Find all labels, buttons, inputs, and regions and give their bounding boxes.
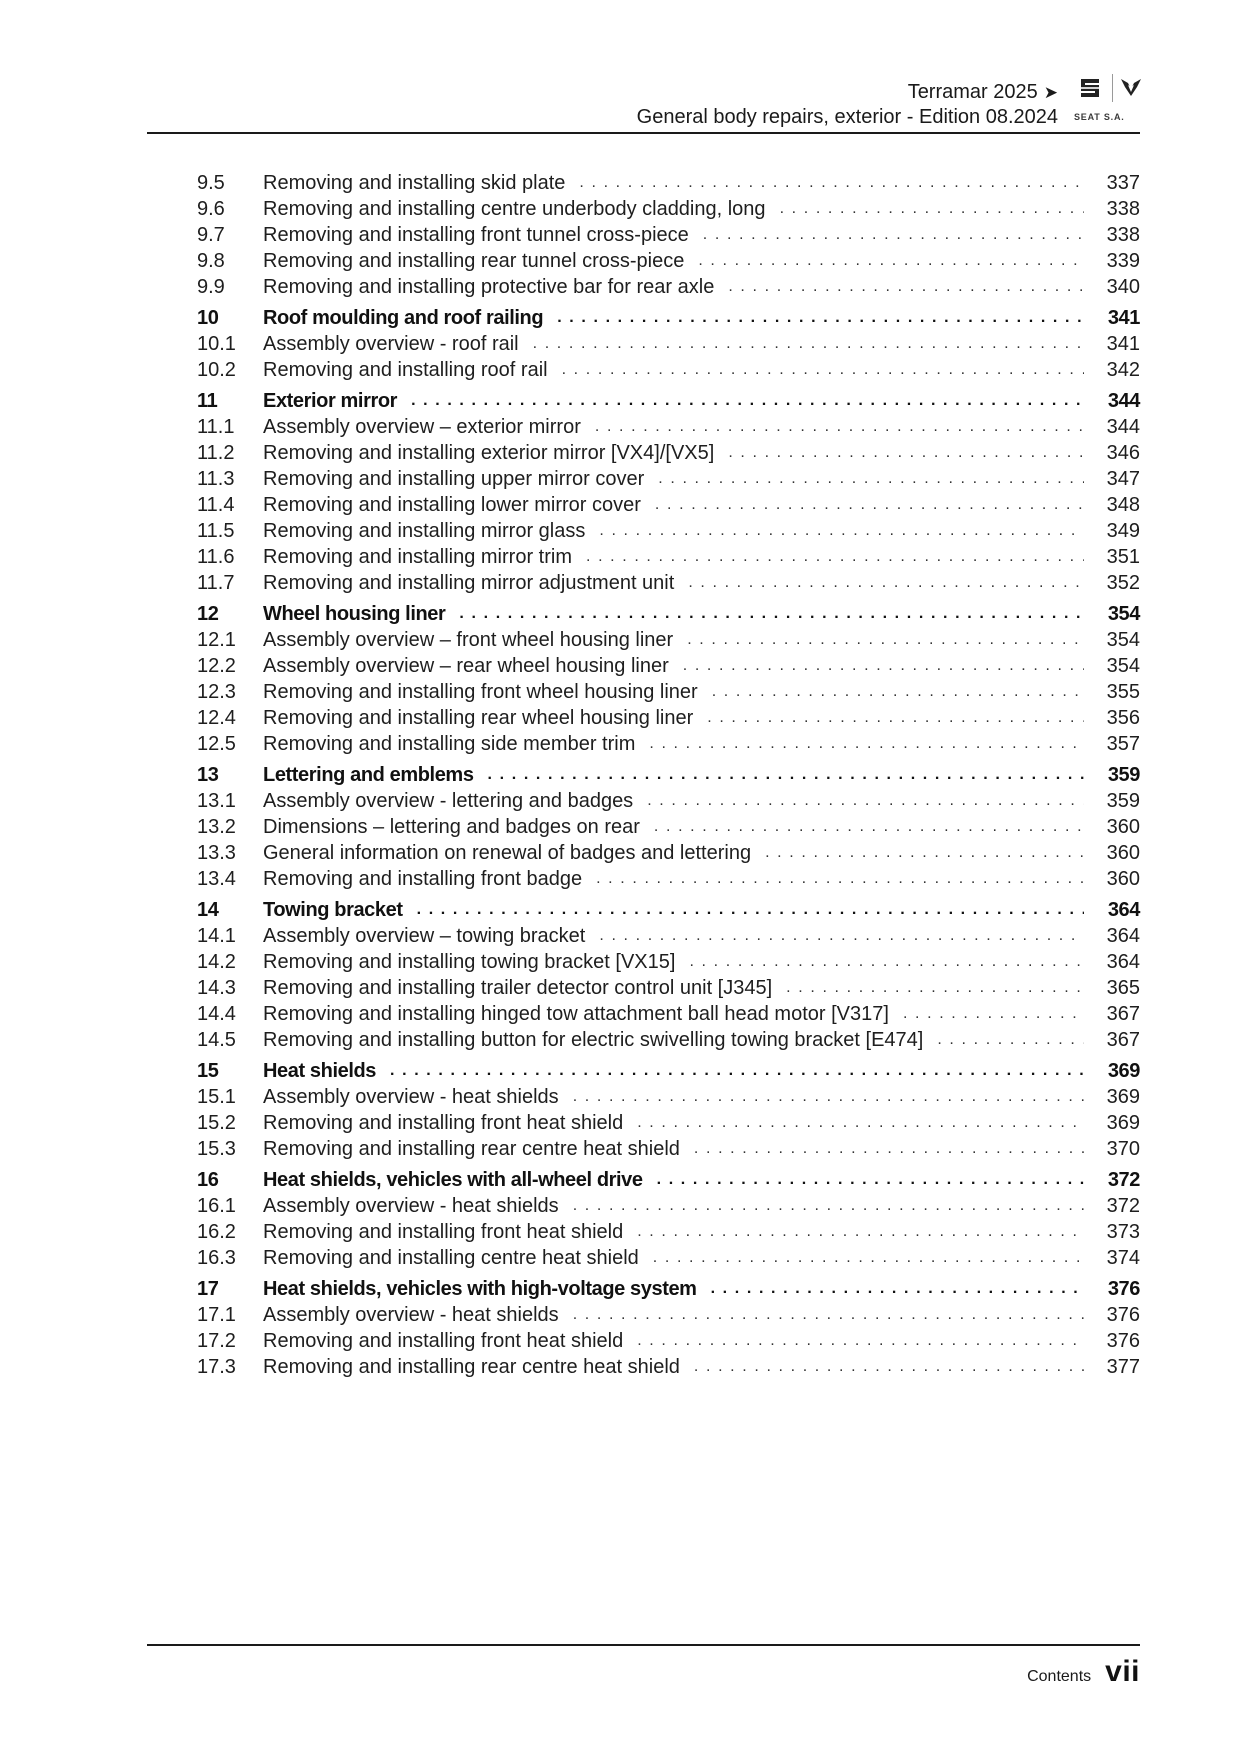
toc-entry-title[interactable]: Assembly overview – front wheel housing liner [263, 629, 674, 651]
toc-entry[interactable] [197, 248, 1140, 274]
toc-entry-page[interactable]: 341 [1107, 307, 1140, 329]
table-of-contents [197, 170, 1140, 1380]
toc-entry[interactable] [197, 357, 1140, 383]
toc-dot-leader [417, 897, 1084, 923]
toc-entry-number: 14.4 [197, 1003, 236, 1025]
toc-dot-leader [703, 222, 1084, 248]
toc-entry-page[interactable]: 372 [1107, 1169, 1140, 1191]
toc-entry-page[interactable]: 354 [1107, 603, 1140, 625]
toc-entry-number: 17.1 [197, 1304, 236, 1326]
toc-entry-number: 11.3 [197, 468, 235, 490]
toc-entry[interactable] [197, 1328, 1140, 1354]
toc-entry[interactable] [197, 1136, 1140, 1162]
toc-entry-title[interactable]: Removing and installing mirror glass [263, 520, 586, 542]
toc-dot-leader [689, 949, 1084, 975]
toc-entry-title[interactable]: Heat shields, vehicles with all-wheel drive [263, 1169, 643, 1191]
logo-divider [1112, 74, 1113, 102]
toc-entry[interactable] [197, 840, 1140, 866]
header-title-line1 [637, 80, 1058, 105]
toc-entry-number: 12.5 [197, 733, 236, 755]
toc-entry-title[interactable]: Assembly overview - roof rail [263, 333, 519, 355]
toc-entry-page[interactable]: 360 [1106, 842, 1140, 864]
toc-entry-page[interactable]: 359 [1107, 764, 1140, 786]
toc-chapter-entry[interactable] [197, 762, 1140, 788]
toc-entry-title[interactable]: Removing and installing front heat shield [263, 1330, 624, 1352]
toc-entry-number: 11.5 [197, 520, 235, 542]
toc-entry-number: 11.7 [197, 572, 235, 594]
toc-entry-page[interactable]: 377 [1106, 1356, 1140, 1378]
page-header [147, 70, 1140, 134]
toc-entry-title[interactable]: Assembly overview - heat shields [263, 1304, 559, 1326]
toc-dot-leader [694, 1354, 1084, 1380]
footer-rule [147, 1644, 1140, 1646]
toc-entry-page[interactable]: 374 [1106, 1247, 1140, 1269]
toc-dot-leader [687, 627, 1084, 653]
toc-dot-leader [698, 248, 1084, 274]
toc-dot-leader [533, 331, 1084, 357]
toc-entry-page[interactable]: 344 [1106, 416, 1140, 438]
toc-entry-title[interactable]: Removing and installing rear wheel housing liner [263, 707, 694, 729]
toc-entry-page[interactable]: 364 [1106, 925, 1140, 947]
toc-dot-leader [557, 305, 1084, 331]
cupra-logo-icon [1120, 76, 1142, 98]
toc-entry-number: 14.5 [197, 1029, 236, 1051]
toc-dot-leader [599, 923, 1084, 949]
toc-dot-leader [573, 1302, 1084, 1328]
toc-entry-title[interactable]: Assembly overview - lettering and badges [263, 790, 634, 812]
toc-entry-number: 14 [197, 899, 219, 921]
toc-entry[interactable] [197, 1193, 1140, 1219]
toc-dot-leader [586, 544, 1084, 570]
toc-entry-number: 16.3 [197, 1247, 236, 1269]
toc-entry[interactable] [197, 1245, 1140, 1271]
toc-entry[interactable] [197, 570, 1140, 596]
toc-dot-leader [683, 653, 1084, 679]
toc-entry-page[interactable]: 338 [1106, 224, 1140, 246]
toc-dot-leader [937, 1027, 1084, 1053]
toc-dot-leader [657, 1167, 1084, 1193]
toc-entry-page[interactable]: 360 [1106, 868, 1140, 890]
toc-entry-title[interactable]: Wheel housing liner [263, 603, 446, 625]
toc-entry-number: 10.2 [197, 359, 236, 381]
toc-entry-title[interactable]: Lettering and emblems [263, 764, 474, 786]
toc-entry-number: 17 [197, 1278, 219, 1300]
toc-entry-page[interactable]: 356 [1106, 707, 1140, 729]
toc-entry-page[interactable]: 376 [1107, 1278, 1140, 1300]
toc-entry[interactable] [197, 975, 1140, 1001]
toc-entry-title[interactable]: Assembly overview – exterior mirror [263, 416, 581, 438]
header-title-block [637, 80, 1058, 130]
toc-entry[interactable] [197, 1219, 1140, 1245]
toc-chapter-entry[interactable] [197, 1276, 1140, 1302]
toc-entry-number: 9.8 [197, 250, 225, 272]
toc-entry-title[interactable]: Removing and installing protective bar for rear axle [263, 276, 715, 298]
toc-entry-page[interactable]: 359 [1106, 790, 1140, 812]
toc-entry[interactable] [197, 627, 1140, 653]
toc-entry-page[interactable]: 347 [1106, 468, 1140, 490]
toc-entry[interactable] [197, 518, 1140, 544]
toc-entry-title[interactable]: Dimensions – lettering and badges on rear [263, 816, 640, 838]
toc-entry-title[interactable]: Removing and installing hinged tow attachment ball head motor [V317] [263, 1003, 889, 1025]
toc-entry-page[interactable]: 367 [1106, 1003, 1140, 1025]
toc-entry-title[interactable]: Heat shields [263, 1060, 377, 1082]
toc-entry-page[interactable]: 357 [1106, 733, 1140, 755]
toc-dot-leader [654, 814, 1084, 840]
toc-entry[interactable] [197, 1001, 1140, 1027]
toc-dot-leader [637, 1328, 1084, 1354]
toc-entry-page[interactable]: 342 [1106, 359, 1140, 381]
toc-dot-leader [596, 866, 1084, 892]
toc-entry[interactable] [197, 1084, 1140, 1110]
footer-page-number: vii [1105, 1655, 1140, 1688]
toc-entry-title[interactable]: Removing and installing front wheel housing liner [263, 681, 698, 703]
toc-entry-number: 10.1 [197, 333, 236, 355]
toc-entry-number: 15.3 [197, 1138, 236, 1160]
toc-entry[interactable] [197, 466, 1140, 492]
toc-dot-leader [658, 466, 1084, 492]
toc-entry-number: 11.1 [197, 416, 235, 438]
toc-entry-page[interactable]: 369 [1106, 1086, 1140, 1108]
toc-entry-number: 11 [197, 390, 218, 412]
toc-entry-page[interactable]: 367 [1106, 1029, 1140, 1051]
toc-dot-leader [488, 762, 1084, 788]
toc-entry-page[interactable]: 372 [1106, 1195, 1140, 1217]
arrow-right-icon: ➤ [1043, 83, 1058, 102]
toc-entry[interactable] [197, 1110, 1140, 1136]
logo-caption: SEAT S.A. [1074, 112, 1125, 122]
toc-entry-title[interactable]: Assembly overview - heat shields [263, 1086, 559, 1108]
toc-entry-number: 16.1 [197, 1195, 236, 1217]
page-footer [1027, 1655, 1140, 1689]
toc-entry-title[interactable]: Removing and installing side member trim [263, 733, 636, 755]
toc-entry-page[interactable]: 369 [1106, 1112, 1140, 1134]
toc-entry-page[interactable]: 355 [1106, 681, 1140, 703]
toc-chapter-entry[interactable] [197, 1167, 1140, 1193]
toc-dot-leader [712, 679, 1084, 705]
toc-entry-page[interactable]: 348 [1106, 494, 1140, 516]
toc-entry-number: 16 [197, 1169, 219, 1191]
toc-entry[interactable] [197, 788, 1140, 814]
toc-chapter-entry[interactable] [197, 601, 1140, 627]
toc-entry-title[interactable]: General information on renewal of badges and lettering [263, 842, 752, 864]
toc-entry[interactable] [197, 170, 1140, 196]
toc-entry-title[interactable]: Towing bracket [263, 899, 403, 921]
toc-entry-title[interactable]: Removing and installing skid plate [263, 172, 566, 194]
toc-entry-title[interactable]: Removing and installing centre underbody cladding, long [263, 198, 766, 220]
toc-entry[interactable] [197, 1302, 1140, 1328]
toc-entry-number: 12.2 [197, 655, 236, 677]
toc-dot-leader [579, 170, 1084, 196]
toc-entry-page[interactable]: 346 [1106, 442, 1140, 464]
toc-entry-title[interactable]: Removing and installing front badge [263, 868, 583, 890]
toc-entry[interactable] [197, 923, 1140, 949]
toc-chapter-entry[interactable] [197, 897, 1140, 923]
toc-entry[interactable] [197, 949, 1140, 975]
toc-entry-number: 13.3 [197, 842, 236, 864]
toc-dot-leader [780, 196, 1084, 222]
toc-entry-number: 15.1 [197, 1086, 236, 1108]
brand-logo [1070, 74, 1140, 128]
header-rule [147, 132, 1140, 134]
toc-entry-title[interactable]: Removing and installing mirror adjustment unit [263, 572, 675, 594]
toc-entry-number: 9.6 [197, 198, 225, 220]
toc-entry[interactable] [197, 814, 1140, 840]
toc-entry-number: 15.2 [197, 1112, 236, 1134]
toc-entry-page[interactable]: 370 [1106, 1138, 1140, 1160]
toc-chapter-entry[interactable] [197, 1058, 1140, 1084]
toc-dot-leader [573, 1193, 1084, 1219]
toc-entry-title[interactable]: Removing and installing rear centre heat shield [263, 1356, 680, 1378]
toc-entry-title[interactable]: Removing and installing lower mirror cover [263, 494, 641, 516]
toc-entry-page[interactable]: 364 [1107, 899, 1140, 921]
toc-entry-number: 15 [197, 1060, 219, 1082]
toc-entry[interactable] [197, 331, 1140, 357]
toc-entry[interactable] [197, 653, 1140, 679]
toc-dot-leader [711, 1276, 1084, 1302]
toc-entry-title[interactable]: Assembly overview – rear wheel housing liner [263, 655, 669, 677]
toc-entry-title[interactable]: Heat shields, vehicles with high-voltage system [263, 1278, 697, 1300]
toc-entry-number: 14.2 [197, 951, 236, 973]
toc-entry-page[interactable]: 354 [1106, 629, 1140, 651]
toc-entry-page[interactable]: 340 [1106, 276, 1140, 298]
toc-entry-number: 11.4 [197, 494, 235, 516]
toc-dot-leader [411, 388, 1084, 414]
toc-entry-number: 9.7 [197, 224, 225, 246]
toc-chapter-entry[interactable] [197, 388, 1140, 414]
toc-entry[interactable] [197, 414, 1140, 440]
toc-entry-page[interactable]: 369 [1107, 1060, 1140, 1082]
toc-entry-page[interactable]: 337 [1106, 172, 1140, 194]
toc-dot-leader [637, 1110, 1084, 1136]
toc-entry-title[interactable]: Removing and installing rear centre heat shield [263, 1138, 680, 1160]
toc-entry-number: 17.3 [197, 1356, 236, 1378]
toc-entry-title[interactable]: Removing and installing centre heat shield [263, 1247, 639, 1269]
toc-entry-number: 10 [197, 307, 219, 329]
toc-entry-page[interactable]: 364 [1106, 951, 1140, 973]
toc-entry-page[interactable]: 360 [1106, 816, 1140, 838]
toc-entry-title[interactable]: Removing and installing front heat shield [263, 1221, 624, 1243]
toc-entry-number: 11.2 [197, 442, 235, 464]
toc-entry-page[interactable]: 344 [1107, 390, 1140, 412]
toc-entry-number: 12.3 [197, 681, 236, 703]
toc-dot-leader [786, 975, 1084, 1001]
toc-entry[interactable] [197, 705, 1140, 731]
model-title: Terramar 2025 [907, 81, 1038, 103]
toc-dot-leader [599, 518, 1084, 544]
toc-entry-title[interactable]: Assembly overview – towing bracket [263, 925, 586, 947]
toc-entry-number: 9.9 [197, 276, 225, 298]
toc-entry[interactable] [197, 492, 1140, 518]
toc-dot-leader [688, 570, 1084, 596]
toc-dot-leader [765, 840, 1084, 866]
toc-entry-page[interactable]: 349 [1106, 520, 1140, 542]
toc-entry-number: 12.1 [197, 629, 236, 651]
toc-entry-page[interactable]: 365 [1106, 977, 1140, 999]
toc-entry-number: 14.3 [197, 977, 236, 999]
toc-entry[interactable] [197, 274, 1140, 300]
toc-entry[interactable] [197, 196, 1140, 222]
toc-entry-title[interactable]: Removing and installing exterior mirror [VX4]/[VX5] [263, 442, 715, 464]
header-title-line2: General body repairs, exterior - Edition 08.2024 [636, 106, 1058, 128]
toc-entry-page[interactable]: 339 [1106, 250, 1140, 272]
toc-entry-title[interactable]: Assembly overview - heat shields [263, 1195, 559, 1217]
toc-entry-page[interactable]: 338 [1106, 198, 1140, 220]
toc-entry-title[interactable]: Removing and installing upper mirror cover [263, 468, 645, 490]
toc-entry-page[interactable]: 376 [1106, 1330, 1140, 1352]
toc-entry-page[interactable]: 352 [1106, 572, 1140, 594]
toc-entry-title[interactable]: Removing and installing trailer detector control unit [J345] [263, 977, 773, 999]
toc-entry-number: 13 [197, 764, 219, 786]
toc-entry-title[interactable]: Removing and installing mirror trim [263, 546, 572, 568]
footer-section-label: Contents [1027, 1668, 1092, 1685]
toc-entry-title[interactable]: Roof moulding and roof railing [263, 307, 544, 329]
toc-dot-leader [562, 357, 1084, 383]
toc-dot-leader [637, 1219, 1084, 1245]
toc-dot-leader [903, 1001, 1084, 1027]
toc-entry-title[interactable]: Removing and installing rear tunnel cross-piece [263, 250, 685, 272]
seat-logo-icon [1079, 78, 1101, 98]
toc-entry-number: 14.1 [197, 925, 236, 947]
toc-dot-leader [573, 1084, 1084, 1110]
toc-dot-leader [390, 1058, 1084, 1084]
toc-entry[interactable] [197, 1027, 1140, 1053]
toc-dot-leader [694, 1136, 1084, 1162]
toc-entry[interactable] [197, 1354, 1140, 1380]
toc-entry[interactable] [197, 222, 1140, 248]
toc-dot-leader [653, 1245, 1084, 1271]
toc-dot-leader [459, 601, 1084, 627]
toc-entry-number: 9.5 [197, 172, 225, 194]
toc-entry-title[interactable]: Removing and installing button for electric swivelling towing bracket [E474] [263, 1029, 924, 1051]
toc-entry-number: 17.2 [197, 1330, 236, 1352]
toc-entry-number: 12 [197, 603, 219, 625]
toc-entry-page[interactable]: 351 [1106, 546, 1140, 568]
toc-entry-title[interactable]: Removing and installing towing bracket [VX15] [263, 951, 676, 973]
toc-entry-number: 13.2 [197, 816, 236, 838]
toc-entry-page[interactable]: 354 [1106, 655, 1140, 677]
toc-dot-leader [707, 705, 1084, 731]
toc-entry-title[interactable]: Removing and installing roof rail [263, 359, 548, 381]
toc-dot-leader [647, 788, 1084, 814]
toc-entry[interactable] [197, 679, 1140, 705]
toc-entry[interactable] [197, 731, 1140, 757]
toc-entry[interactable] [197, 866, 1140, 892]
toc-dot-leader [649, 731, 1084, 757]
toc-dot-leader [595, 414, 1084, 440]
toc-entry-number: 13.1 [197, 790, 236, 812]
toc-entry[interactable] [197, 440, 1140, 466]
toc-entry-number: 11.6 [197, 546, 235, 568]
toc-dot-leader [728, 440, 1084, 466]
toc-entry-title[interactable]: Removing and installing front tunnel cross-piece [263, 224, 689, 246]
toc-entry[interactable] [197, 544, 1140, 570]
toc-entry-number: 13.4 [197, 868, 236, 890]
toc-entry-number: 16.2 [197, 1221, 236, 1243]
toc-entry-page[interactable]: 373 [1106, 1221, 1140, 1243]
toc-chapter-entry[interactable] [197, 305, 1140, 331]
toc-entry-page[interactable]: 376 [1106, 1304, 1140, 1326]
toc-entry-title[interactable]: Exterior mirror [263, 390, 398, 412]
toc-entry-page[interactable]: 341 [1106, 333, 1140, 355]
toc-dot-leader [728, 274, 1084, 300]
toc-entry-title[interactable]: Removing and installing front heat shield [263, 1112, 624, 1134]
toc-entry-number: 12.4 [197, 707, 236, 729]
toc-dot-leader [655, 492, 1084, 518]
